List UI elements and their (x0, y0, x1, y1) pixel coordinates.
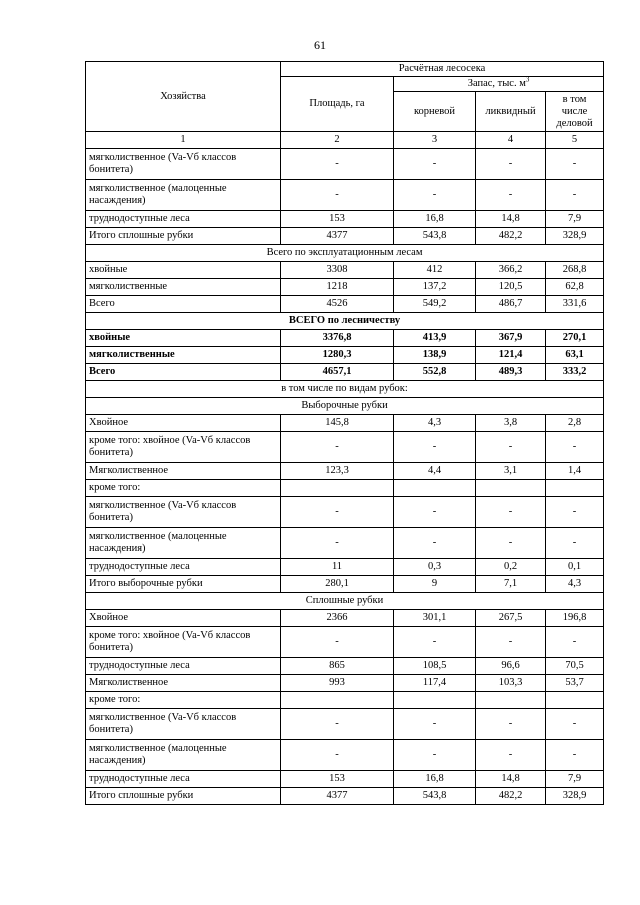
forest-cutting-table (85, 61, 604, 805)
header-group: Расчётная лесосека (281, 62, 604, 77)
area-cell: 4526 (281, 296, 394, 313)
row-name-cell: труднодоступные леса (86, 559, 281, 576)
business-stock-cell: 0,1 (546, 559, 604, 576)
liquid-stock-cell: - (476, 149, 546, 180)
section-title: в том числе по видам рубок: (86, 381, 604, 398)
table-row (86, 627, 604, 658)
header-root: корневой (394, 92, 476, 132)
liquid-stock-cell: 96,6 (476, 658, 546, 675)
business-stock-cell: 331,6 (546, 296, 604, 313)
table-row (86, 149, 604, 180)
area-cell: 4657,1 (281, 364, 394, 381)
root-stock-cell: - (394, 627, 476, 658)
area-cell: 993 (281, 675, 394, 692)
root-stock-cell: 301,1 (394, 610, 476, 627)
root-stock-cell: 137,2 (394, 279, 476, 296)
header-stock-label: Запас, тыс. м (467, 78, 526, 90)
row-name-cell: труднодоступные леса (86, 771, 281, 788)
row-name-cell: мягколиственное (малоценные насаждения) (86, 180, 281, 211)
liquid-stock-cell: 486,7 (476, 296, 546, 313)
liquid-stock-cell: 14,8 (476, 771, 546, 788)
area-cell: 2366 (281, 610, 394, 627)
liquid-stock-cell: - (476, 432, 546, 463)
business-stock-cell: - (546, 497, 604, 528)
table-row (86, 740, 604, 771)
table-row (86, 692, 604, 709)
header-number: 2 (281, 132, 394, 149)
row-name-cell: мягколиственное (Va-Vб классов бонитета) (86, 497, 281, 528)
area-cell: 3376,8 (281, 330, 394, 347)
row-name-cell: труднодоступные леса (86, 211, 281, 228)
section-title: Сплошные рубки (86, 593, 604, 610)
business-stock-cell: 268,8 (546, 262, 604, 279)
root-stock-cell: 543,8 (394, 788, 476, 805)
header-area: Площадь, га (281, 77, 394, 132)
liquid-stock-cell: 267,5 (476, 610, 546, 627)
liquid-stock-cell: 3,1 (476, 463, 546, 480)
root-stock-cell: - (394, 528, 476, 559)
liquid-stock-cell: 366,2 (476, 262, 546, 279)
table-row (86, 788, 604, 805)
root-stock-cell: - (394, 432, 476, 463)
root-stock-cell: 412 (394, 262, 476, 279)
root-stock-cell: 108,5 (394, 658, 476, 675)
root-stock-cell: 4,4 (394, 463, 476, 480)
row-name-cell: Хвойное (86, 415, 281, 432)
row-name-cell: Итого выборочные рубки (86, 576, 281, 593)
page-number: 61 (314, 38, 326, 52)
liquid-stock-cell: - (476, 528, 546, 559)
table-row (86, 364, 604, 381)
root-stock-cell (394, 692, 476, 709)
business-stock-cell: - (546, 149, 604, 180)
header-number: 4 (476, 132, 546, 149)
section-row (86, 398, 604, 415)
business-stock-cell: 7,9 (546, 211, 604, 228)
root-stock-cell: - (394, 180, 476, 211)
liquid-stock-cell (476, 480, 546, 497)
table-row (86, 480, 604, 497)
table-row (86, 463, 604, 480)
table-row (86, 296, 604, 313)
liquid-stock-cell: 367,9 (476, 330, 546, 347)
root-stock-cell: 16,8 (394, 211, 476, 228)
root-stock-cell: - (394, 497, 476, 528)
area-cell: 153 (281, 211, 394, 228)
business-stock-cell: 328,9 (546, 228, 604, 245)
table-row (86, 415, 604, 432)
business-stock-cell (546, 692, 604, 709)
row-name-cell: хвойные (86, 330, 281, 347)
business-stock-cell: - (546, 528, 604, 559)
table-row (86, 497, 604, 528)
area-cell: - (281, 149, 394, 180)
table-row (86, 576, 604, 593)
header-number: 5 (546, 132, 604, 149)
liquid-stock-cell: 482,2 (476, 788, 546, 805)
liquid-stock-cell: - (476, 497, 546, 528)
header-number: 3 (394, 132, 476, 149)
table-row (86, 211, 604, 228)
liquid-stock-cell: 482,2 (476, 228, 546, 245)
area-cell: - (281, 709, 394, 740)
area-cell: 145,8 (281, 415, 394, 432)
row-name-cell: кроме того: (86, 692, 281, 709)
area-cell (281, 692, 394, 709)
business-stock-cell: 53,7 (546, 675, 604, 692)
section-row (86, 381, 604, 398)
section-row (86, 313, 604, 330)
root-stock-cell (394, 480, 476, 497)
table-body (86, 149, 604, 805)
business-stock-cell: 2,8 (546, 415, 604, 432)
liquid-stock-cell: 3,8 (476, 415, 546, 432)
liquid-stock-cell: 103,3 (476, 675, 546, 692)
business-stock-cell: 333,2 (546, 364, 604, 381)
row-name-cell: мягколиственное (малоценные насаждения) (86, 528, 281, 559)
business-stock-cell: 328,9 (546, 788, 604, 805)
section-row (86, 593, 604, 610)
business-stock-cell: 4,3 (546, 576, 604, 593)
root-stock-cell: - (394, 149, 476, 180)
business-stock-cell: 196,8 (546, 610, 604, 627)
area-cell (281, 480, 394, 497)
root-stock-cell: 413,9 (394, 330, 476, 347)
area-cell: - (281, 497, 394, 528)
root-stock-cell: 9 (394, 576, 476, 593)
business-stock-cell: - (546, 709, 604, 740)
root-stock-cell: 549,2 (394, 296, 476, 313)
table-row (86, 771, 604, 788)
root-stock-cell: - (394, 709, 476, 740)
liquid-stock-cell: - (476, 627, 546, 658)
root-stock-cell: 138,9 (394, 347, 476, 364)
row-name-cell: кроме того: хвойное (Va-Vб классов бонитета) (86, 627, 281, 658)
header-stock (394, 77, 604, 92)
section-title: Всего по эксплуатационным лесам (86, 245, 604, 262)
table-row (86, 559, 604, 576)
table-row (86, 180, 604, 211)
row-name-cell: мягколиственное (Va-Vб классов бонитета) (86, 149, 281, 180)
business-stock-cell: 62,8 (546, 279, 604, 296)
business-stock-cell: 7,9 (546, 771, 604, 788)
business-stock-cell: 270,1 (546, 330, 604, 347)
table-row (86, 432, 604, 463)
root-stock-cell: 543,8 (394, 228, 476, 245)
section-title: Выборочные рубки (86, 398, 604, 415)
row-name-cell: кроме того: хвойное (Va-Vб классов бонитета) (86, 432, 281, 463)
table-row (86, 228, 604, 245)
table-row (86, 709, 604, 740)
table-row (86, 675, 604, 692)
header-farm: Хозяйства (86, 62, 281, 132)
liquid-stock-cell: - (476, 740, 546, 771)
row-name-cell: мягколиственные (86, 347, 281, 364)
header-business: в том числе деловой (546, 92, 604, 132)
table-row (86, 658, 604, 675)
area-cell: 280,1 (281, 576, 394, 593)
business-stock-cell: - (546, 432, 604, 463)
row-name-cell: мягколиственное (малоценные насаждения) (86, 740, 281, 771)
liquid-stock-cell: 120,5 (476, 279, 546, 296)
business-stock-cell: 70,5 (546, 658, 604, 675)
area-cell: 1218 (281, 279, 394, 296)
section-row (86, 245, 604, 262)
row-name-cell: Итого сплошные рубки (86, 788, 281, 805)
row-name-cell: Мягколиственное (86, 675, 281, 692)
business-stock-cell: 63,1 (546, 347, 604, 364)
row-name-cell: мягколиственное (Va-Vб классов бонитета) (86, 709, 281, 740)
business-stock-cell: 1,4 (546, 463, 604, 480)
liquid-stock-cell: 489,3 (476, 364, 546, 381)
area-cell: 4377 (281, 788, 394, 805)
liquid-stock-cell: - (476, 180, 546, 211)
liquid-stock-cell (476, 692, 546, 709)
root-stock-cell: 0,3 (394, 559, 476, 576)
liquid-stock-cell: - (476, 709, 546, 740)
business-stock-cell: - (546, 627, 604, 658)
header-number: 1 (86, 132, 281, 149)
area-cell: 3308 (281, 262, 394, 279)
area-cell: 11 (281, 559, 394, 576)
area-cell: 123,3 (281, 463, 394, 480)
root-stock-cell: 16,8 (394, 771, 476, 788)
row-name-cell: Итого сплошные рубки (86, 228, 281, 245)
root-stock-cell: 552,8 (394, 364, 476, 381)
business-stock-cell: - (546, 180, 604, 211)
header-liquid: ликвидный (476, 92, 546, 132)
area-cell: - (281, 432, 394, 463)
table-row (86, 262, 604, 279)
liquid-stock-cell: 14,8 (476, 211, 546, 228)
root-stock-cell: 4,3 (394, 415, 476, 432)
area-cell: - (281, 740, 394, 771)
table-row (86, 347, 604, 364)
business-stock-cell (546, 480, 604, 497)
area-cell: 1280,3 (281, 347, 394, 364)
area-cell: 153 (281, 771, 394, 788)
liquid-stock-cell: 121,4 (476, 347, 546, 364)
section-title: ВСЕГО по лесничеству (86, 313, 604, 330)
area-cell: - (281, 627, 394, 658)
area-cell: - (281, 528, 394, 559)
row-name-cell: Всего (86, 296, 281, 313)
liquid-stock-cell: 7,1 (476, 576, 546, 593)
area-cell: - (281, 180, 394, 211)
row-name-cell: Хвойное (86, 610, 281, 627)
row-name-cell: труднодоступные леса (86, 658, 281, 675)
liquid-stock-cell: 0,2 (476, 559, 546, 576)
header-stock-sup: 3 (525, 75, 530, 84)
table-row (86, 610, 604, 627)
business-stock-cell: - (546, 740, 604, 771)
root-stock-cell: 117,4 (394, 675, 476, 692)
row-name-cell: мягколиственные (86, 279, 281, 296)
table-row (86, 330, 604, 347)
row-name-cell: кроме того: (86, 480, 281, 497)
area-cell: 4377 (281, 228, 394, 245)
row-name-cell: хвойные (86, 262, 281, 279)
row-name-cell: Всего (86, 364, 281, 381)
root-stock-cell: - (394, 740, 476, 771)
table-row (86, 279, 604, 296)
row-name-cell: Мягколиственное (86, 463, 281, 480)
table-row (86, 528, 604, 559)
area-cell: 865 (281, 658, 394, 675)
